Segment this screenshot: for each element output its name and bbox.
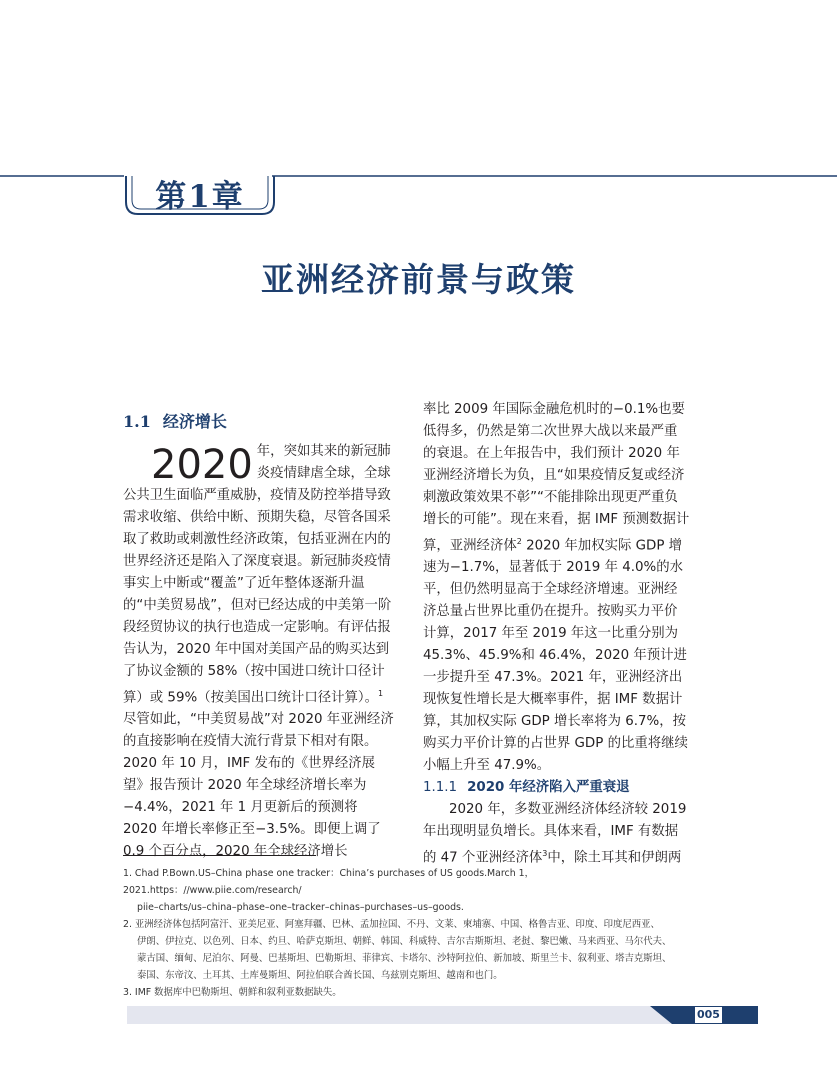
footnote-2-cont: 泰国、东帝汶、土耳其、土库曼斯坦、阿拉伯联合酋长国、乌兹别克斯坦、越南和也门。 <box>137 970 503 981</box>
footnote-ref-3[interactable]: 3 <box>542 849 548 859</box>
paragraph-text-cont: 2020 年加权实际 GDP 增速为−1.7%，显著低于 2019 年 4.0%的水平，但仍然明显高于全球经济增速。亚洲经济总量占世界比重仍在提升。按购买力平价计算，2017 年至 2019 年这一比重分别为 45.3%、45.9%和 46.4%，2020 年预计进一步提升至 47.3%。2021 年，亚洲经济出现恢复性增长是大概率事件，据 IMF 数据计算，其加权实际 GDP 增长率将为 6.7%，按购买力平价计算的占世界 GDP 的比重将继续小幅上升至 47.9%。 <box>423 538 688 774</box>
footnote-ref-2[interactable]: 2 <box>516 537 522 546</box>
footnote-ref-1[interactable]: 1 <box>377 689 384 698</box>
page-number-box <box>690 1006 758 1024</box>
left-column <box>123 409 395 863</box>
chapter-label: 第1章 <box>155 179 245 215</box>
subsection-heading <box>423 777 690 799</box>
paragraph-text: 年，突如其来的新冠肺炎疫情肆虐全球，全球公共卫生面临严重威胁，疫情及防控举措导致需求收缩、供给中断、预期失稳，尽管各国采取了救助或刺激性经济政策，包括亚洲在内的世界经济还是陷入了深度衰退。新冠肺炎疫情事实上中断或“覆盖”了近年整体逐渐升温的“中美贸易战”，但对已经达成的中美第一阶段经贸协议的执行也造成一定影响。有评估报告认为，2020 年中国对美国产品的购买达到了协议金额的 58%（按中国进口统计口径计算）或 59%（按美国出口统计口径计算）。 <box>123 444 392 706</box>
body-paragraph <box>423 399 690 777</box>
dropcap-year: 2020 <box>151 442 253 488</box>
section-heading <box>123 409 395 435</box>
footnotes <box>123 865 693 1001</box>
chapter-banner <box>0 160 837 220</box>
chapter-title: 亚洲经济前景与政策 <box>261 260 576 299</box>
paragraph-text-cont: 中，除土耳其和伊朗两 <box>547 850 682 866</box>
section-title: 经济增长 <box>162 412 227 431</box>
subsection-title: 2020 年经济陷入严重衰退 <box>467 780 630 796</box>
section-number: 1.1 <box>123 412 151 431</box>
footnote-3: 3. IMF 数据库中巴勒斯坦、朝鲜和叙利亚数据缺失。 <box>123 987 342 998</box>
subsection-number: 1.1.1 <box>423 780 458 796</box>
footnote-1-cont[interactable]: piie–charts/us–china–phase–one–tracker–chinas–purchases–us–goods. <box>137 902 464 913</box>
page-number: 005 <box>697 1008 720 1021</box>
page-footer-bar <box>127 1006 689 1024</box>
paragraph-text-cont: 尽管如此，“中美贸易战”对 2020 年亚洲经济的直接影响在疫情大流行背景下相对有限。2020 年 10 月，IMF 发布的《世界经济展望》报告预计 2020 年全球经济增长率为−4.4%，2021 年 1 月更新后的预测将 2020 年增长率修正至−3.5%。即便上调了 0.9 个百分点，2020 年全球经济增长 <box>123 712 394 860</box>
body-paragraph <box>123 441 395 863</box>
footnote-2-cont: 蒙古国、缅甸、尼泊尔、阿曼、巴基斯坦、巴勒斯坦、菲律宾、卡塔尔、沙特阿拉伯、新加坡、斯里兰卡、叙利亚、塔吉克斯坦、 <box>137 953 672 964</box>
footnote-divider <box>123 855 316 856</box>
footnote-2: 2. 亚洲经济体包括阿富汗、亚美尼亚、阿塞拜疆、巴林、孟加拉国、不丹、文莱、柬埔寨、中国、格鲁吉亚、印度、印度尼西亚、 <box>123 919 660 930</box>
paragraph-text: 2020 年，多数亚洲经济体经济较 2019 年出现明显负增长。具体来看，IMF 有数据的 47 个亚洲经济体 <box>423 802 687 866</box>
footnote-1: 1. Chad P.Bown.US–China phase one tracker：China’s purchases of US goods.March 1，2021.https：//www.piie.com/research/ <box>123 868 534 896</box>
footnote-2-cont: 伊朗、伊拉克、以色列、日本、约旦、哈萨克斯坦、朝鲜、韩国、科威特、吉尔吉斯斯坦、老挝、黎巴嫩、马来西亚、马尔代夫、 <box>137 936 672 947</box>
paragraph-text: 率比 2009 年国际金融危机时的−0.1%也要低得多，仍然是第二次世界大战以来最严重的衰退。在上年报告中，我们预计 2020 年亚洲经济增长为负，且“如果疫情反复或经济刺激政策效果不彰”“不能排除出现更严重负增长的可能”。现在来看，据 IMF 预测数据计算，亚洲经济体 <box>423 402 690 554</box>
body-paragraph <box>423 799 690 869</box>
right-column <box>423 399 690 870</box>
page-footer-wedge <box>650 1006 692 1024</box>
